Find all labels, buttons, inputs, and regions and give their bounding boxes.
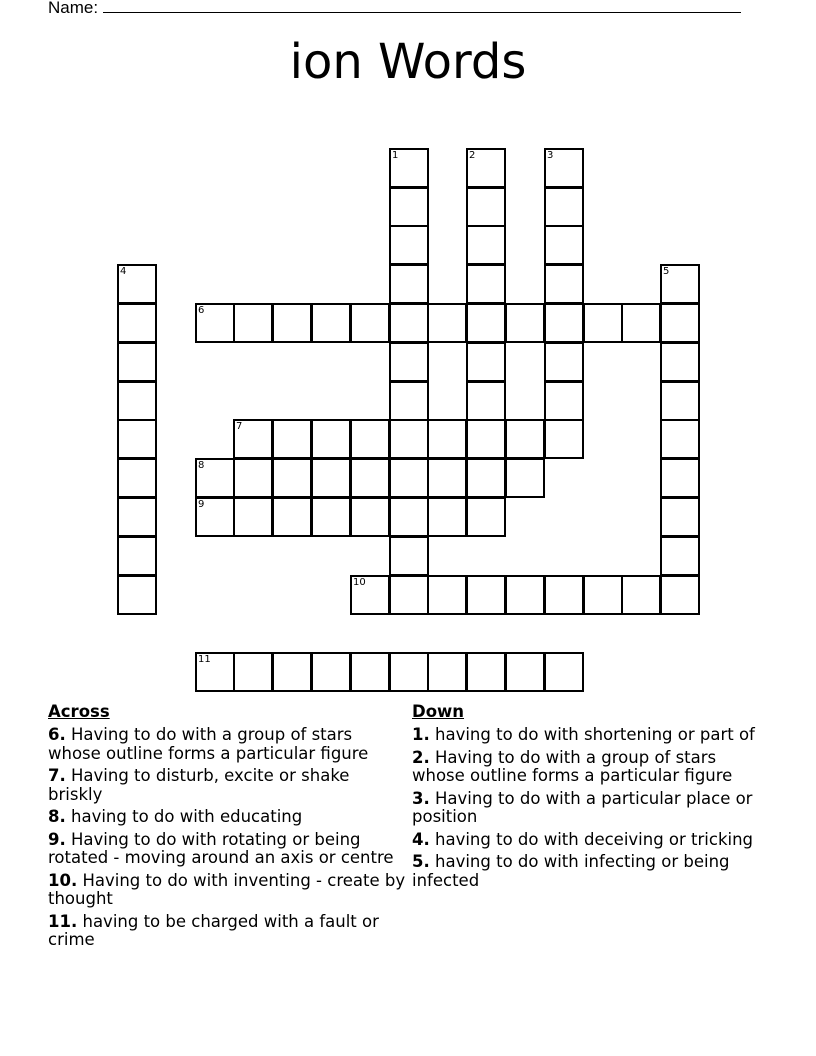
grid-cell[interactable] [505,575,545,615]
clue-number: 7. [48,766,66,785]
clue-item [412,831,762,850]
grid-cell[interactable] [466,148,506,188]
grid-cell[interactable] [466,303,506,343]
grid-cell[interactable] [272,497,312,537]
grid-cell[interactable] [544,303,584,343]
grid-cell[interactable] [466,342,506,382]
clue-number-label: 9 [198,499,205,510]
grid-cell[interactable] [466,225,506,265]
clue-number-label: 11 [198,654,211,665]
clue-number-label: 7 [236,421,243,432]
grid-cell[interactable] [427,497,467,537]
grid-cell[interactable] [195,458,235,498]
grid-cell[interactable] [117,419,157,459]
grid-cell[interactable] [117,342,157,382]
grid-cell[interactable] [389,497,429,537]
grid-cell[interactable] [233,303,273,343]
grid-cell[interactable] [350,303,390,343]
grid-cell[interactable] [389,264,429,304]
clue-number: 9. [48,829,66,849]
grid-cell[interactable] [272,652,312,692]
grid-cell[interactable] [583,575,623,615]
across-clues [48,702,408,954]
grid-cell[interactable] [117,575,157,615]
grid-cell[interactable] [544,342,584,382]
grid-cell[interactable] [660,342,700,382]
grid-cell[interactable] [544,187,584,227]
clue-number-label: 4 [120,266,127,277]
grid-cell[interactable] [350,497,390,537]
grid-cell[interactable] [195,497,235,537]
grid-cell[interactable] [544,264,584,304]
grid-cell[interactable] [311,458,351,498]
grid-cell[interactable] [350,575,390,615]
clue-number: 1. [412,725,430,744]
grid-cell[interactable] [427,419,467,459]
grid-cell[interactable] [389,652,429,692]
grid-cell[interactable] [389,458,429,498]
grid-cell[interactable] [389,342,429,382]
clue-item [412,749,762,786]
clue-number: 2. [412,747,430,767]
clue-number: 6. [48,725,66,744]
clue-number: 10. [48,870,78,890]
down-heading: Down [412,702,465,721]
grid-cell[interactable] [660,419,700,459]
grid-cell[interactable] [350,458,390,498]
clue-text: Having to do with a particular place or position [412,788,753,826]
grid-cell[interactable] [233,419,273,459]
clue-item [48,767,408,804]
grid-cell[interactable] [466,381,506,421]
grid-cell[interactable] [117,497,157,537]
puzzle-title: ion Words [289,34,527,90]
clue-item [48,808,408,827]
grid-cell[interactable] [621,303,661,343]
clue-number: 5. [412,852,430,871]
grid-cell[interactable] [660,575,700,615]
grid-cell[interactable] [195,303,235,343]
grid-cell[interactable] [389,303,429,343]
clue-text: having to be charged with a fault or crime [48,911,379,949]
clue-text: Having to do with rotating or being rotated - moving around an axis or centre [48,829,394,867]
clue-item [48,831,408,868]
grid-cell[interactable] [389,536,429,576]
clue-item [48,913,408,950]
grid-cell[interactable] [233,652,273,692]
grid-cell[interactable] [544,225,584,265]
grid-cell[interactable] [350,419,390,459]
clue-number-label: 10 [353,577,366,588]
grid-cell[interactable] [466,497,506,537]
grid-cell[interactable] [233,458,273,498]
grid-cell[interactable] [544,419,584,459]
grid-cell[interactable] [427,303,467,343]
name-label: Name: [48,0,99,17]
grid-cell[interactable] [311,497,351,537]
grid-cell[interactable] [544,575,584,615]
grid-cell[interactable] [272,458,312,498]
grid-cell[interactable] [505,303,545,343]
clue-number-label: 1 [392,150,399,161]
grid-cell[interactable] [427,458,467,498]
clue-text: having to do with shortening or part of [435,725,755,744]
grid-cell[interactable] [505,419,545,459]
grid-cell[interactable] [660,536,700,576]
grid-cell[interactable] [311,652,351,692]
grid-cell[interactable] [311,419,351,459]
grid-cell[interactable] [389,381,429,421]
clue-text: Having to do with a group of stars whose outline forms a particular figure [48,725,369,763]
grid-cell[interactable] [117,536,157,576]
clue-number: 11. [48,911,78,931]
grid-cell[interactable] [466,419,506,459]
clue-item [412,853,762,890]
grid-cell[interactable] [660,381,700,421]
grid-cell[interactable] [544,652,584,692]
grid-cell[interactable] [466,458,506,498]
grid-cell[interactable] [117,303,157,343]
grid-cell[interactable] [233,497,273,537]
clue-text: Having to disturb, excite or shake briskly [48,766,350,804]
clue-item [48,872,408,909]
grid-cell[interactable] [660,264,700,304]
grid-cell[interactable] [466,575,506,615]
grid-cell[interactable] [466,187,506,227]
clue-number-label: 2 [469,150,476,161]
grid-cell[interactable] [466,652,506,692]
clue-text: having to do with infecting or being infected [412,852,730,890]
grid-cell[interactable] [660,458,700,498]
clue-number-label: 8 [198,460,205,471]
grid-cell[interactable] [311,303,351,343]
clue-text: Having to do with a group of stars whose outline forms a particular figure [412,747,733,785]
across-heading: Across [48,702,110,721]
grid-cell[interactable] [505,458,545,498]
grid-cell[interactable] [505,652,545,692]
clue-number: 4. [412,829,430,849]
grid-cell[interactable] [466,264,506,304]
clue-item [412,726,762,745]
clue-number: 3. [412,788,430,808]
grid-cell[interactable] [389,575,429,615]
clue-text: having to do with educating [71,807,303,826]
grid-cell[interactable] [544,148,584,188]
clue-number-label: 3 [547,150,554,161]
grid-cell[interactable] [660,497,700,537]
grid-cell[interactable] [272,419,312,459]
grid-cell[interactable] [117,458,157,498]
clue-item [48,726,408,763]
grid-cell[interactable] [389,225,429,265]
grid-cell[interactable] [117,381,157,421]
clue-item [412,790,762,827]
clue-number-label: 5 [663,266,670,277]
grid-cell[interactable] [195,652,235,692]
clue-text: having to do with deceiving or tricking [435,829,754,849]
grid-cell[interactable] [583,303,623,343]
down-clues [412,702,762,894]
grid-cell[interactable] [272,303,312,343]
grid-cell[interactable] [389,148,429,188]
grid-cell[interactable] [427,652,467,692]
clue-text: Having to do with inventing - create by thought [48,870,406,908]
clue-number: 8. [48,807,66,826]
grid-cell[interactable] [660,303,700,343]
grid-cell[interactable] [544,381,584,421]
grid-cell[interactable] [117,264,157,304]
grid-cell[interactable] [389,187,429,227]
grid-cell[interactable] [427,575,467,615]
grid-cell[interactable] [350,652,390,692]
grid-cell[interactable] [621,575,661,615]
clue-number-label: 6 [198,305,205,316]
grid-cell[interactable] [389,419,429,459]
